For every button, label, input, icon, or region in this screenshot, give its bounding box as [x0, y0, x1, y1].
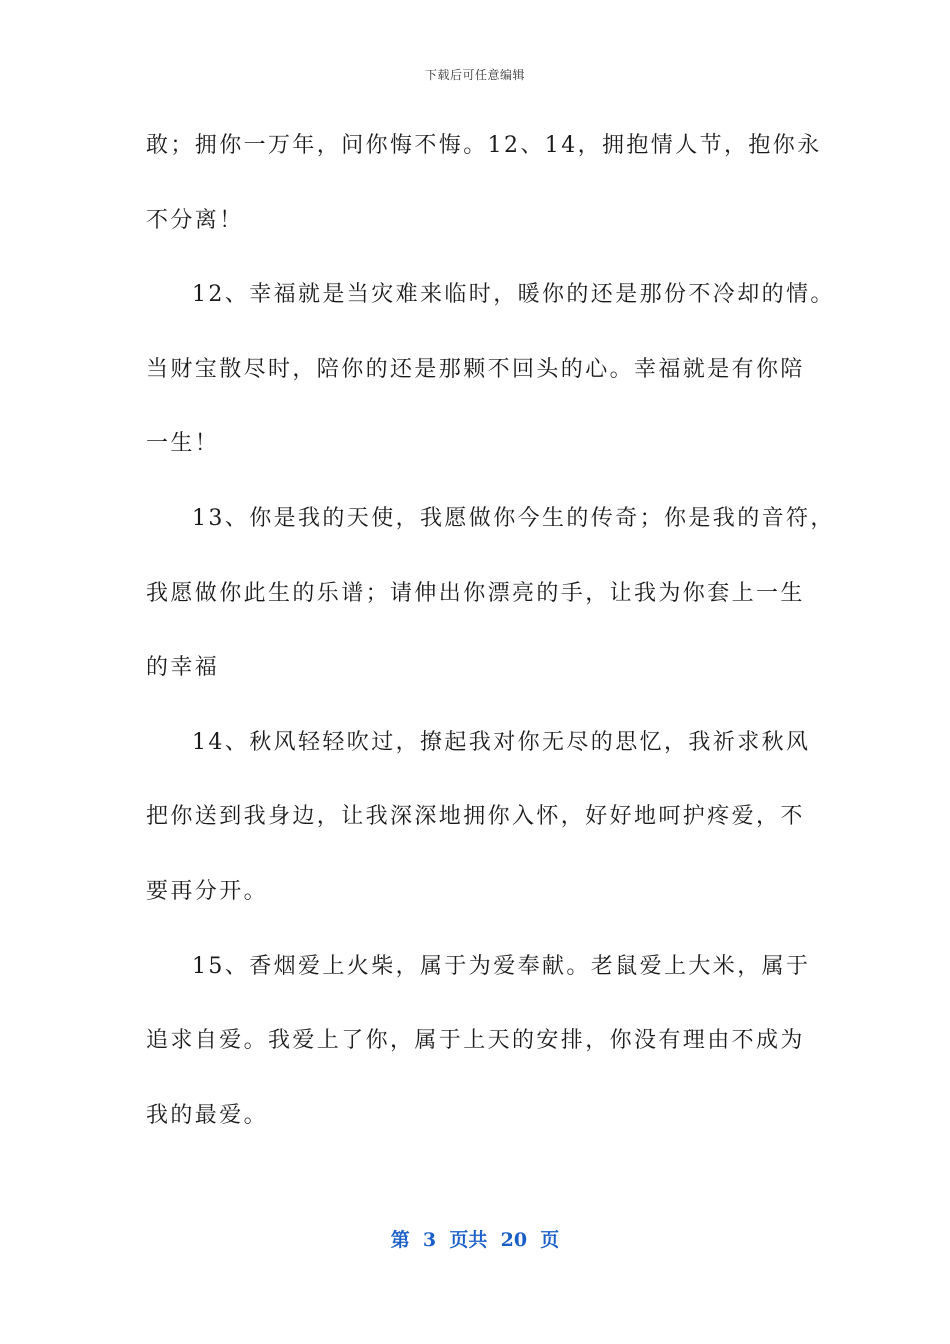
page-header: 下载后可任意编辑: [424, 68, 525, 82]
text-line: 敢；拥你一万年，问你悔不悔。12、14，拥抱情人节，抱你永: [146, 133, 822, 158]
text-line: 追求自爱。我爱上了你，属于上天的安排，你没有理由不成为: [146, 1028, 805, 1054]
document-body: [146, 121, 835, 1165]
page-number-footer: 第 3 页共 20 页: [390, 1229, 560, 1251]
paragraph-start-line: 13、你是我的天使，我愿做你今生的传奇；你是我的音符，: [192, 505, 835, 531]
text-line: 一生！: [146, 431, 220, 457]
paragraph-start-line: 12、幸福就是当灾难来临时，暖你的还是那份不冷却的情。: [192, 282, 835, 308]
text-line: 的幸福: [146, 655, 220, 681]
text-line: 我愿做你此生的乐谱；请伸出你漂亮的手，让我为你套上一生: [146, 580, 805, 606]
paragraph-start-line: 15、香烟爱上火柴，属于为爱奉献。老鼠爱上大米，属于: [192, 953, 811, 979]
text-line: 不分离！: [146, 207, 244, 233]
paragraph-start-line: 14、秋风轻轻吹过，撩起我对你无尽的思忆，我祈求秋风: [192, 729, 811, 755]
text-line: 当财宝散尽时，陪你的还是那颗不回头的心。幸福就是有你陪: [146, 356, 805, 382]
text-line: 我的最爱。: [146, 1102, 269, 1128]
text-line: 把你送到我身边，让我深深地拥你入怀，好好地呵护疼爱，不: [146, 804, 805, 830]
text-line: 要再分开。: [146, 878, 269, 904]
